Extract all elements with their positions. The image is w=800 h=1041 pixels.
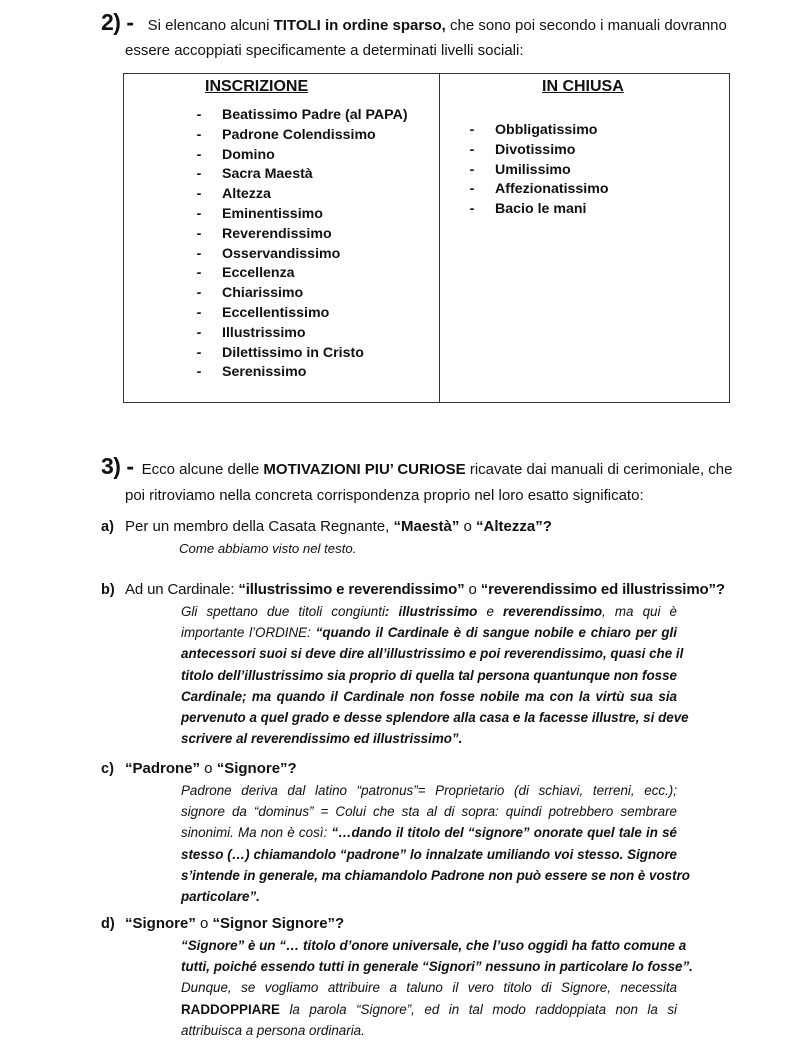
section-3-text-bold: MOTIVAZIONI PIU’ CURIOSE bbox=[263, 461, 466, 478]
answer-line: titolo dell’illustrissimo sia proprio di quella tal persona quantunque non fosse bbox=[181, 667, 677, 683]
question-d: “Signore” o “Signor Signore”? bbox=[125, 915, 345, 932]
answer-line: “Signore” è un “… titolo d’onore universale, che l’uso oggidì ha fatto comune a bbox=[181, 938, 687, 953]
answer-line: importante l’ORDINE: “quando il Cardinale è di sangue nobile e chiaro per gli bbox=[181, 625, 677, 641]
question-d-label: d) bbox=[101, 916, 115, 932]
section-2-line2: essere accoppiati specificamente a determinati livelli sociali: bbox=[125, 42, 524, 59]
question-c-label: c) bbox=[101, 761, 114, 777]
section-2-heading bbox=[101, 9, 727, 36]
list-item: - Affezionatissimo bbox=[469, 181, 609, 198]
list-item: - Serenissimo bbox=[196, 364, 307, 381]
in-chiusa-list bbox=[469, 121, 609, 220]
answer-line: attribuisca a persona ordinaria. bbox=[181, 1022, 365, 1038]
answer-line: Padrone deriva dal latino “patronus”= Proprietario (di schiavi, terreni, ecc.); bbox=[181, 783, 677, 798]
section-3-text-pre: Ecco alcune delle bbox=[137, 461, 264, 478]
in-chiusa-header: IN CHIUSA bbox=[542, 78, 624, 95]
section-2-number: 2) - bbox=[101, 9, 134, 35]
list-item: - Chiarissimo bbox=[196, 285, 304, 302]
answer-line: pervenuto a quel grado e desse splendore alla casa e la facesse illustre, si deve bbox=[181, 710, 689, 726]
list-item: - Bacio le mani bbox=[469, 201, 587, 218]
list-item: - Obbligatissimo bbox=[469, 122, 598, 138]
question-a-label: a) bbox=[101, 519, 114, 535]
answer-line: signore da “dominus” = Colui che sta al di sopra: quindi potrebbero sembrare bbox=[181, 804, 677, 820]
list-item: - Eminentissimo bbox=[196, 205, 323, 222]
titles-table bbox=[123, 73, 730, 403]
section-3-number: 3) - bbox=[101, 453, 134, 479]
answer-line: scrivere al reverendissimo ed illustrissimo”. bbox=[181, 731, 463, 747]
list-item: - Reverendissimo bbox=[196, 225, 332, 242]
column-divider bbox=[439, 74, 440, 402]
section-3-heading bbox=[101, 453, 733, 480]
inscrizione-list bbox=[196, 106, 408, 383]
question-b: Ad un Cardinale: “illustrissimo e reverendissimo” o “reverendissimo ed illustrissimo”? bbox=[125, 581, 725, 598]
answer-b bbox=[181, 601, 689, 749]
answer-line: Dunque, se vogliamo attribuire a taluno il vero titolo di Signore, necessita bbox=[181, 980, 677, 996]
section-2-text-bold: TITOLI in ordine sparso, bbox=[273, 17, 446, 34]
list-item: - Domino bbox=[196, 146, 275, 163]
list-item: - Osservandissimo bbox=[196, 245, 341, 262]
inscrizione-header: INSCRIZIONE bbox=[205, 78, 309, 95]
question-c: “Padrone” o “Signore”? bbox=[125, 760, 297, 777]
list-item: - Sacra Maestà bbox=[196, 166, 313, 183]
section-3-line2: poi ritroviamo nella concreta corrispondenza proprio nel loro esatto significato: bbox=[125, 487, 644, 504]
list-item: - Altezza bbox=[196, 186, 271, 203]
answer-d bbox=[181, 935, 693, 1041]
answer-line: particolare”. bbox=[181, 889, 260, 905]
question-a: Per un membro della Casata Regnante, “Maestà” o “Altezza”? bbox=[125, 518, 552, 535]
list-item: - Dilettissimo in Cristo bbox=[196, 344, 364, 361]
answer-line: stesso (…) chiamandolo “padrone” lo innalzate umiliando voi stesso. Signore bbox=[181, 846, 677, 862]
section-2-text-post: che sono poi secondo i manuali dovranno bbox=[445, 17, 727, 34]
answer-line: Cardinale; ma quando il Cardinale non fosse nobile ma con la virtù sua sia bbox=[181, 688, 677, 704]
section-3-text-post: ricavate dai manuali di cerimoniale, che bbox=[465, 461, 733, 478]
list-item: - Eccellentissimo bbox=[196, 304, 330, 321]
section-2-text-pre: Si elencano alcuni bbox=[147, 17, 274, 34]
list-item: - Beatissimo Padre (al PAPA) bbox=[196, 107, 408, 123]
answer-line: s’intende in generale, ma chiamandolo Padrone non può essere se non è vostro bbox=[181, 867, 690, 883]
answer-line: tutti, poiché essendo tutti in generale “Signori” nessuno in particolare lo fosse”. bbox=[181, 959, 693, 975]
answer-c bbox=[181, 780, 690, 907]
answer-line: Gli spettano due titoli congiunti: illustrissimo e reverendissimo, ma qui è bbox=[181, 604, 677, 619]
answer-a: Come abbiamo visto nel testo. bbox=[179, 541, 357, 556]
answer-line: sinonimi. Ma non è così: “…dando il titolo del “signore” onorate quel tale in sé bbox=[181, 825, 677, 841]
list-item: - Umilissimo bbox=[469, 161, 571, 178]
list-item: - Eccellenza bbox=[196, 265, 295, 282]
answer-line: antecessori suoi si deve dire all’illustrissimo e poi reverendissimo, quasi che il bbox=[181, 646, 684, 662]
answer-line: RADDOPPIARE la parola “Signore”, ed in tal modo raddoppiata non la si bbox=[181, 1001, 677, 1017]
list-item: - Padrone Colendissimo bbox=[196, 126, 376, 143]
list-item: - Illustrissimo bbox=[196, 324, 306, 341]
question-b-label: b) bbox=[101, 582, 115, 598]
list-item: - Divotissimo bbox=[469, 141, 576, 158]
